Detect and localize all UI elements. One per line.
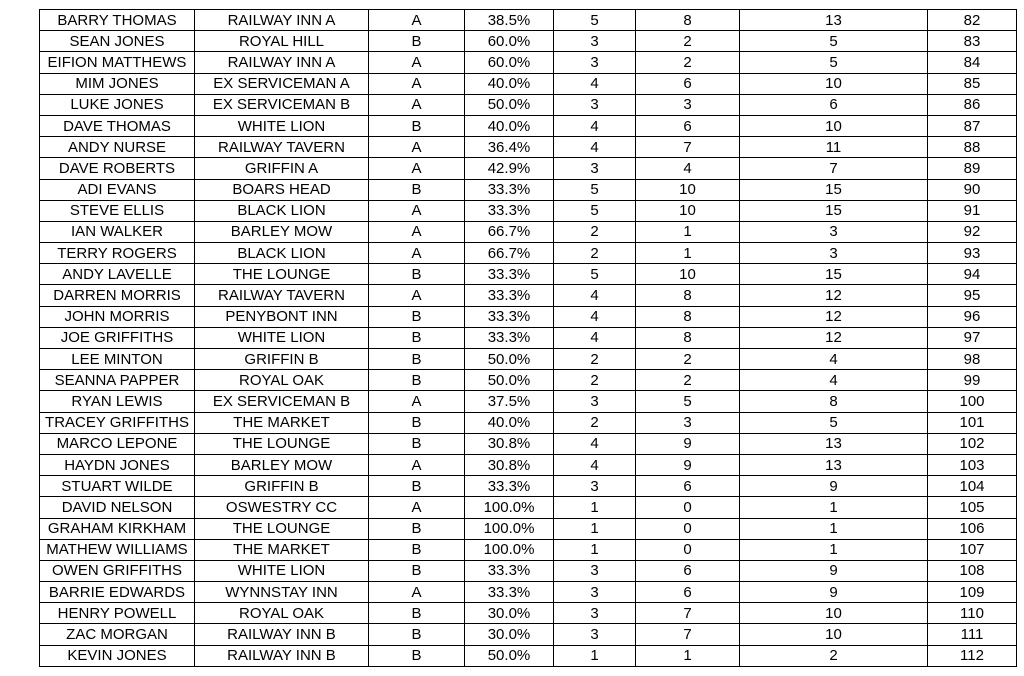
team-name-cell: THE LOUNGE — [195, 433, 369, 454]
value-col-2-cell: 7 — [636, 624, 740, 645]
division-cell: A — [369, 454, 465, 475]
player-name-cell: MIM JONES — [40, 73, 195, 94]
value-col-3-cell: 10 — [740, 115, 928, 136]
win-percentage-cell: 60.0% — [465, 31, 554, 52]
team-name-cell: EX SERVICEMAN A — [195, 73, 369, 94]
team-name-cell: THE MARKET — [195, 412, 369, 433]
value-col-1-cell: 5 — [554, 10, 636, 31]
value-col-3-cell: 15 — [740, 264, 928, 285]
team-name-cell: ROYAL HILL — [195, 31, 369, 52]
rank-cell: 92 — [928, 221, 1017, 242]
division-cell: A — [369, 137, 465, 158]
division-cell: A — [369, 221, 465, 242]
division-cell: B — [369, 539, 465, 560]
value-col-1-cell: 5 — [554, 200, 636, 221]
value-col-2-cell: 4 — [636, 158, 740, 179]
player-name-cell: ZAC MORGAN — [40, 624, 195, 645]
win-percentage-cell: 33.3% — [465, 285, 554, 306]
value-col-2-cell: 2 — [636, 52, 740, 73]
player-name-cell: IAN WALKER — [40, 221, 195, 242]
team-name-cell: THE LOUNGE — [195, 264, 369, 285]
value-col-1-cell: 1 — [554, 645, 636, 666]
player-name-cell: TRACEY GRIFFITHS — [40, 412, 195, 433]
value-col-1-cell: 2 — [554, 349, 636, 370]
value-col-3-cell: 10 — [740, 73, 928, 94]
win-percentage-cell: 40.0% — [465, 412, 554, 433]
division-cell: B — [369, 560, 465, 581]
value-col-1-cell: 3 — [554, 158, 636, 179]
player-name-cell: ANDY NURSE — [40, 137, 195, 158]
rank-cell: 84 — [928, 52, 1017, 73]
table-row — [40, 31, 1017, 52]
table-row — [40, 327, 1017, 348]
value-col-3-cell: 5 — [740, 412, 928, 433]
value-col-3-cell: 9 — [740, 582, 928, 603]
rank-cell: 94 — [928, 264, 1017, 285]
division-cell: B — [369, 115, 465, 136]
team-name-cell: BLACK LION — [195, 243, 369, 264]
value-col-3-cell: 3 — [740, 221, 928, 242]
value-col-2-cell: 7 — [636, 603, 740, 624]
player-name-cell: RYAN LEWIS — [40, 391, 195, 412]
rank-cell: 110 — [928, 603, 1017, 624]
table-row — [40, 412, 1017, 433]
team-name-cell: WYNNSTAY INN — [195, 582, 369, 603]
team-name-cell: OSWESTRY CC — [195, 497, 369, 518]
value-col-2-cell: 10 — [636, 264, 740, 285]
table-row — [40, 137, 1017, 158]
rank-cell: 96 — [928, 306, 1017, 327]
value-col-2-cell: 1 — [636, 221, 740, 242]
rank-cell: 100 — [928, 391, 1017, 412]
rank-cell: 86 — [928, 94, 1017, 115]
team-name-cell: PENYBONT INN — [195, 306, 369, 327]
table-row — [40, 497, 1017, 518]
win-percentage-cell: 50.0% — [465, 94, 554, 115]
win-percentage-cell: 33.3% — [465, 560, 554, 581]
division-cell: A — [369, 391, 465, 412]
player-name-cell: OWEN GRIFFITHS — [40, 560, 195, 581]
division-cell: A — [369, 94, 465, 115]
table-row — [40, 158, 1017, 179]
rank-cell: 83 — [928, 31, 1017, 52]
division-cell: B — [369, 264, 465, 285]
value-col-3-cell: 10 — [740, 624, 928, 645]
player-averages-table — [39, 9, 1017, 667]
rank-cell: 88 — [928, 137, 1017, 158]
value-col-3-cell: 13 — [740, 454, 928, 475]
rank-cell: 97 — [928, 327, 1017, 348]
division-cell: B — [369, 31, 465, 52]
team-name-cell: THE MARKET — [195, 539, 369, 560]
table-row — [40, 179, 1017, 200]
value-col-2-cell: 2 — [636, 349, 740, 370]
division-cell: A — [369, 243, 465, 264]
table-row — [40, 52, 1017, 73]
player-name-cell: SEANNA PAPPER — [40, 370, 195, 391]
value-col-3-cell: 11 — [740, 137, 928, 158]
player-name-cell: ANDY LAVELLE — [40, 264, 195, 285]
player-name-cell: GRAHAM KIRKHAM — [40, 518, 195, 539]
rank-cell: 106 — [928, 518, 1017, 539]
value-col-1-cell: 2 — [554, 221, 636, 242]
value-col-1-cell: 4 — [554, 73, 636, 94]
win-percentage-cell: 33.3% — [465, 179, 554, 200]
team-name-cell: THE LOUNGE — [195, 518, 369, 539]
division-cell: B — [369, 518, 465, 539]
division-cell: A — [369, 582, 465, 603]
team-name-cell: RAILWAY INN A — [195, 10, 369, 31]
value-col-2-cell: 7 — [636, 137, 740, 158]
division-cell: A — [369, 52, 465, 73]
team-name-cell: ROYAL OAK — [195, 603, 369, 624]
table-row — [40, 73, 1017, 94]
win-percentage-cell: 100.0% — [465, 539, 554, 560]
team-name-cell: EX SERVICEMAN B — [195, 94, 369, 115]
value-col-2-cell: 6 — [636, 476, 740, 497]
value-col-3-cell: 2 — [740, 645, 928, 666]
value-col-3-cell: 4 — [740, 349, 928, 370]
value-col-1-cell: 3 — [554, 560, 636, 581]
win-percentage-cell: 66.7% — [465, 221, 554, 242]
value-col-2-cell: 6 — [636, 560, 740, 581]
player-name-cell: LUKE JONES — [40, 94, 195, 115]
value-col-3-cell: 5 — [740, 31, 928, 52]
table-row — [40, 115, 1017, 136]
value-col-1-cell: 4 — [554, 285, 636, 306]
player-name-cell: LEE MINTON — [40, 349, 195, 370]
value-col-3-cell: 1 — [740, 518, 928, 539]
rank-cell: 91 — [928, 200, 1017, 221]
value-col-2-cell: 5 — [636, 391, 740, 412]
team-name-cell: RAILWAY INN B — [195, 645, 369, 666]
player-name-cell: HAYDN JONES — [40, 454, 195, 475]
value-col-3-cell: 1 — [740, 539, 928, 560]
value-col-3-cell: 13 — [740, 10, 928, 31]
value-col-1-cell: 2 — [554, 370, 636, 391]
team-name-cell: RAILWAY TAVERN — [195, 285, 369, 306]
win-percentage-cell: 30.0% — [465, 624, 554, 645]
value-col-1-cell: 3 — [554, 476, 636, 497]
team-name-cell: GRIFFIN B — [195, 476, 369, 497]
value-col-2-cell: 0 — [636, 518, 740, 539]
player-name-cell: HENRY POWELL — [40, 603, 195, 624]
team-name-cell: BOARS HEAD — [195, 179, 369, 200]
value-col-2-cell: 3 — [636, 94, 740, 115]
division-cell: A — [369, 200, 465, 221]
value-col-3-cell: 13 — [740, 433, 928, 454]
value-col-1-cell: 1 — [554, 497, 636, 518]
team-name-cell: WHITE LION — [195, 560, 369, 581]
value-col-1-cell: 4 — [554, 327, 636, 348]
win-percentage-cell: 66.7% — [465, 243, 554, 264]
player-averages-sheet — [39, 9, 1017, 667]
division-cell: B — [369, 645, 465, 666]
table-row — [40, 94, 1017, 115]
division-cell: B — [369, 412, 465, 433]
value-col-2-cell: 2 — [636, 31, 740, 52]
table-row — [40, 433, 1017, 454]
team-name-cell: GRIFFIN A — [195, 158, 369, 179]
table-row — [40, 285, 1017, 306]
division-cell: A — [369, 497, 465, 518]
value-col-3-cell: 8 — [740, 391, 928, 412]
player-name-cell: DAVID NELSON — [40, 497, 195, 518]
player-name-cell: JOHN MORRIS — [40, 306, 195, 327]
win-percentage-cell: 50.0% — [465, 370, 554, 391]
value-col-1-cell: 4 — [554, 454, 636, 475]
win-percentage-cell: 60.0% — [465, 52, 554, 73]
win-percentage-cell: 100.0% — [465, 497, 554, 518]
rank-cell: 95 — [928, 285, 1017, 306]
value-col-3-cell: 12 — [740, 285, 928, 306]
player-name-cell: STEVE ELLIS — [40, 200, 195, 221]
player-name-cell: MARCO LEPONE — [40, 433, 195, 454]
rank-cell: 104 — [928, 476, 1017, 497]
win-percentage-cell: 30.0% — [465, 603, 554, 624]
win-percentage-cell: 30.8% — [465, 454, 554, 475]
value-col-3-cell: 9 — [740, 560, 928, 581]
table-row — [40, 603, 1017, 624]
rank-cell: 90 — [928, 179, 1017, 200]
team-name-cell: RAILWAY INN B — [195, 624, 369, 645]
table-row — [40, 306, 1017, 327]
table-row — [40, 454, 1017, 475]
value-col-3-cell: 15 — [740, 179, 928, 200]
value-col-3-cell: 1 — [740, 497, 928, 518]
rank-cell: 102 — [928, 433, 1017, 454]
player-name-cell: TERRY ROGERS — [40, 243, 195, 264]
win-percentage-cell: 33.3% — [465, 200, 554, 221]
rank-cell: 109 — [928, 582, 1017, 603]
division-cell: A — [369, 158, 465, 179]
player-name-cell: DAVE THOMAS — [40, 115, 195, 136]
division-cell: A — [369, 10, 465, 31]
player-name-cell: SEAN JONES — [40, 31, 195, 52]
value-col-1-cell: 4 — [554, 115, 636, 136]
rank-cell: 93 — [928, 243, 1017, 264]
division-cell: B — [369, 179, 465, 200]
value-col-3-cell: 5 — [740, 52, 928, 73]
rank-cell: 105 — [928, 497, 1017, 518]
value-col-1-cell: 3 — [554, 52, 636, 73]
table-row — [40, 560, 1017, 581]
win-percentage-cell: 40.0% — [465, 115, 554, 136]
value-col-2-cell: 2 — [636, 370, 740, 391]
win-percentage-cell: 50.0% — [465, 645, 554, 666]
team-name-cell: GRIFFIN B — [195, 349, 369, 370]
value-col-3-cell: 7 — [740, 158, 928, 179]
value-col-1-cell: 2 — [554, 243, 636, 264]
win-percentage-cell: 100.0% — [465, 518, 554, 539]
table-row — [40, 264, 1017, 285]
team-name-cell: BARLEY MOW — [195, 221, 369, 242]
table-row — [40, 370, 1017, 391]
player-name-cell: JOE GRIFFITHS — [40, 327, 195, 348]
value-col-2-cell: 0 — [636, 539, 740, 560]
table-row — [40, 243, 1017, 264]
table-row — [40, 476, 1017, 497]
table-row — [40, 539, 1017, 560]
team-name-cell: WHITE LION — [195, 327, 369, 348]
rank-cell: 111 — [928, 624, 1017, 645]
value-col-2-cell: 8 — [636, 10, 740, 31]
rank-cell: 107 — [928, 539, 1017, 560]
value-col-1-cell: 4 — [554, 137, 636, 158]
win-percentage-cell: 36.4% — [465, 137, 554, 158]
value-col-1-cell: 3 — [554, 391, 636, 412]
player-name-cell: BARRY THOMAS — [40, 10, 195, 31]
rank-cell: 101 — [928, 412, 1017, 433]
table-row — [40, 10, 1017, 31]
win-percentage-cell: 33.3% — [465, 264, 554, 285]
value-col-2-cell: 8 — [636, 327, 740, 348]
division-cell: B — [369, 433, 465, 454]
value-col-3-cell: 9 — [740, 476, 928, 497]
rank-cell: 82 — [928, 10, 1017, 31]
win-percentage-cell: 37.5% — [465, 391, 554, 412]
table-row — [40, 645, 1017, 666]
value-col-2-cell: 3 — [636, 412, 740, 433]
value-col-1-cell: 4 — [554, 433, 636, 454]
rank-cell: 99 — [928, 370, 1017, 391]
win-percentage-cell: 50.0% — [465, 349, 554, 370]
value-col-2-cell: 8 — [636, 285, 740, 306]
table-row — [40, 582, 1017, 603]
division-cell: B — [369, 349, 465, 370]
rank-cell: 108 — [928, 560, 1017, 581]
value-col-1-cell: 4 — [554, 306, 636, 327]
value-col-3-cell: 10 — [740, 603, 928, 624]
player-name-cell: BARRIE EDWARDS — [40, 582, 195, 603]
value-col-2-cell: 8 — [636, 306, 740, 327]
value-col-3-cell: 3 — [740, 243, 928, 264]
table-row — [40, 624, 1017, 645]
rank-cell: 89 — [928, 158, 1017, 179]
value-col-1-cell: 5 — [554, 179, 636, 200]
team-name-cell: BARLEY MOW — [195, 454, 369, 475]
rank-cell: 103 — [928, 454, 1017, 475]
player-name-cell: ADI EVANS — [40, 179, 195, 200]
division-cell: B — [369, 603, 465, 624]
value-col-1-cell: 2 — [554, 412, 636, 433]
win-percentage-cell: 33.3% — [465, 306, 554, 327]
player-name-cell: KEVIN JONES — [40, 645, 195, 666]
player-name-cell: DAVE ROBERTS — [40, 158, 195, 179]
value-col-3-cell: 12 — [740, 306, 928, 327]
value-col-1-cell: 3 — [554, 31, 636, 52]
division-cell: B — [369, 476, 465, 497]
value-col-2-cell: 1 — [636, 243, 740, 264]
rank-cell: 112 — [928, 645, 1017, 666]
value-col-2-cell: 6 — [636, 582, 740, 603]
value-col-3-cell: 6 — [740, 94, 928, 115]
division-cell: B — [369, 624, 465, 645]
value-col-3-cell: 4 — [740, 370, 928, 391]
team-name-cell: RAILWAY TAVERN — [195, 137, 369, 158]
team-name-cell: BLACK LION — [195, 200, 369, 221]
value-col-3-cell: 15 — [740, 200, 928, 221]
value-col-1-cell: 3 — [554, 624, 636, 645]
win-percentage-cell: 33.3% — [465, 582, 554, 603]
value-col-1-cell: 5 — [554, 264, 636, 285]
player-name-cell: EIFION MATTHEWS — [40, 52, 195, 73]
table-row — [40, 518, 1017, 539]
table-row — [40, 349, 1017, 370]
value-col-2-cell: 1 — [636, 645, 740, 666]
value-col-2-cell: 10 — [636, 200, 740, 221]
table-row — [40, 391, 1017, 412]
team-name-cell: EX SERVICEMAN B — [195, 391, 369, 412]
table-row — [40, 221, 1017, 242]
division-cell: B — [369, 327, 465, 348]
value-col-1-cell: 3 — [554, 94, 636, 115]
team-name-cell: WHITE LION — [195, 115, 369, 136]
division-cell: B — [369, 370, 465, 391]
rank-cell: 85 — [928, 73, 1017, 94]
win-percentage-cell: 42.9% — [465, 158, 554, 179]
win-percentage-cell: 30.8% — [465, 433, 554, 454]
value-col-1-cell: 3 — [554, 582, 636, 603]
win-percentage-cell: 40.0% — [465, 73, 554, 94]
team-name-cell: ROYAL OAK — [195, 370, 369, 391]
player-name-cell: MATHEW WILLIAMS — [40, 539, 195, 560]
value-col-1-cell: 1 — [554, 539, 636, 560]
division-cell: A — [369, 285, 465, 306]
value-col-2-cell: 6 — [636, 73, 740, 94]
value-col-3-cell: 12 — [740, 327, 928, 348]
win-percentage-cell: 33.3% — [465, 476, 554, 497]
value-col-1-cell: 1 — [554, 518, 636, 539]
table-row — [40, 200, 1017, 221]
division-cell: A — [369, 73, 465, 94]
win-percentage-cell: 33.3% — [465, 327, 554, 348]
player-name-cell: STUART WILDE — [40, 476, 195, 497]
player-name-cell: DARREN MORRIS — [40, 285, 195, 306]
value-col-2-cell: 0 — [636, 497, 740, 518]
value-col-2-cell: 9 — [636, 454, 740, 475]
rank-cell: 98 — [928, 349, 1017, 370]
value-col-2-cell: 10 — [636, 179, 740, 200]
win-percentage-cell: 38.5% — [465, 10, 554, 31]
value-col-1-cell: 3 — [554, 603, 636, 624]
value-col-2-cell: 9 — [636, 433, 740, 454]
value-col-2-cell: 6 — [636, 115, 740, 136]
team-name-cell: RAILWAY INN A — [195, 52, 369, 73]
table-body — [40, 10, 1017, 667]
division-cell: B — [369, 306, 465, 327]
rank-cell: 87 — [928, 115, 1017, 136]
